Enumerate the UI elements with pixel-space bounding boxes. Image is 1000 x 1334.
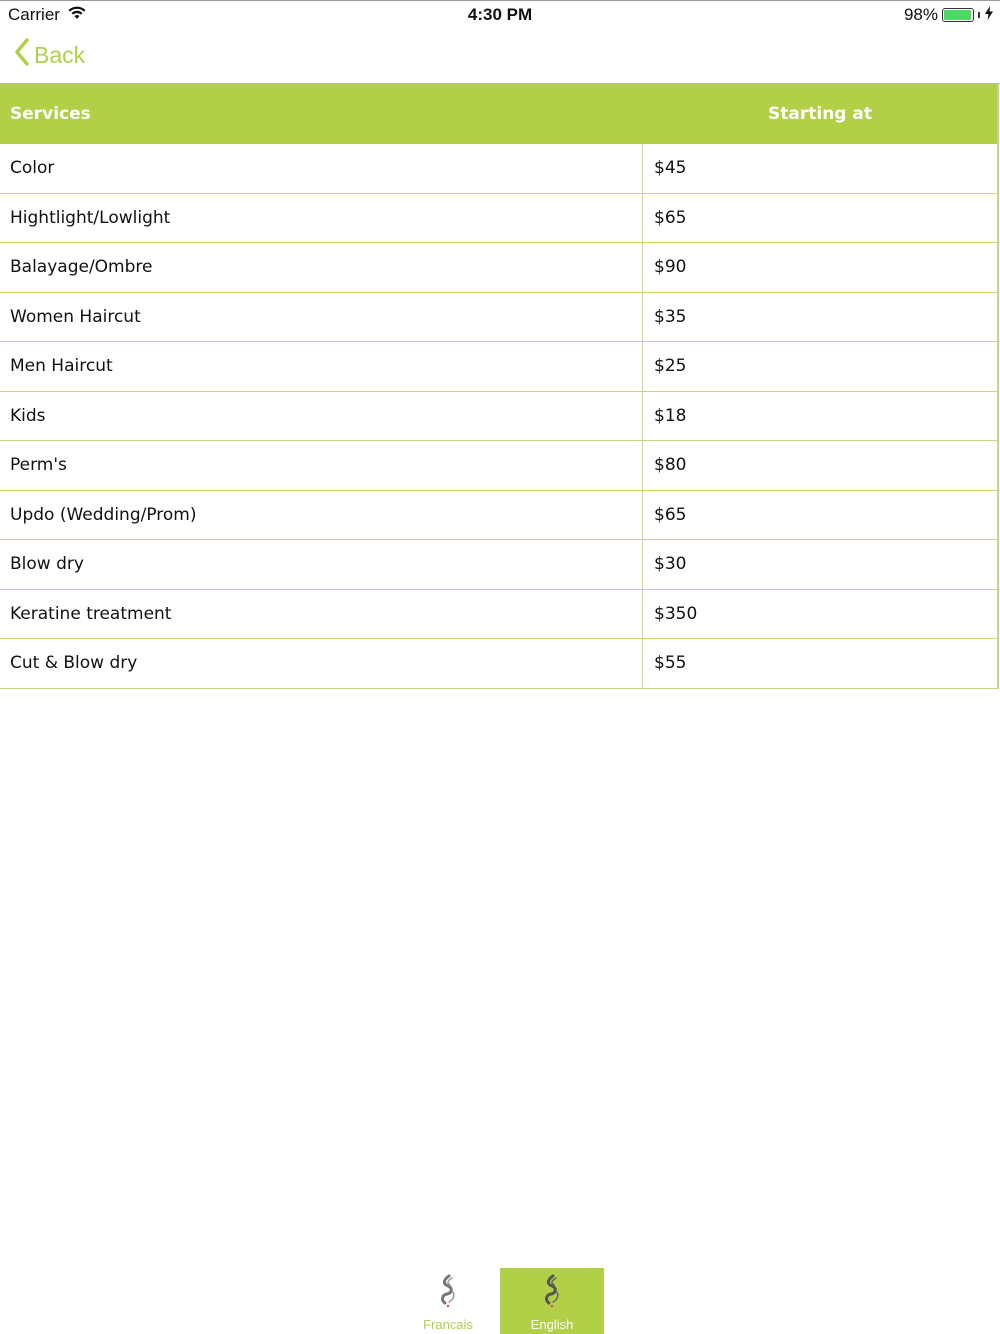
chevron-left-icon <box>14 38 30 72</box>
table-row <box>0 639 997 689</box>
table-row <box>0 590 997 640</box>
service-price: $350 <box>654 603 698 624</box>
table-row <box>0 144 997 194</box>
table-body <box>0 144 997 689</box>
service-price: $90 <box>654 257 687 278</box>
table-row <box>0 243 997 293</box>
table-row <box>0 540 997 590</box>
header-starting-at: Starting at <box>768 104 872 124</box>
back-label: Back <box>34 41 86 68</box>
charging-bolt-icon <box>984 5 994 25</box>
table-row <box>0 392 997 442</box>
table-row <box>0 194 997 244</box>
tab-label: Francais <box>423 1317 473 1332</box>
table-row <box>0 441 997 491</box>
language-tab-bar <box>396 1268 604 1334</box>
service-price: $35 <box>654 306 687 327</box>
table-header <box>0 84 997 144</box>
hair-logo-icon <box>435 1274 461 1311</box>
price-table <box>0 84 999 689</box>
service-name: Cut & Blow dry <box>0 639 643 688</box>
service-price: $55 <box>654 653 687 674</box>
service-name: Blow dry <box>0 540 643 589</box>
hair-logo-icon <box>539 1274 565 1311</box>
back-button[interactable] <box>14 38 85 72</box>
service-name: Color <box>0 144 643 193</box>
battery-fill <box>944 10 971 20</box>
service-name: Updo (Wedding/Prom) <box>0 491 643 540</box>
table-row <box>0 342 997 392</box>
service-name: Women Haircut <box>0 293 643 342</box>
battery-icon <box>942 8 974 22</box>
service-name: Balayage/Ombre <box>0 243 643 292</box>
service-price: $45 <box>654 158 687 179</box>
status-time: 4:30 PM <box>467 5 533 24</box>
service-price: $65 <box>654 504 687 525</box>
table-row <box>0 491 997 541</box>
service-name: Perm's <box>0 441 643 490</box>
service-name: Hightlight/Lowlight <box>0 194 643 243</box>
header-services: Services <box>10 104 91 124</box>
service-price: $65 <box>654 207 687 228</box>
tab-francais[interactable] <box>396 1268 500 1334</box>
service-name: Men Haircut <box>0 342 643 391</box>
service-price: $18 <box>654 405 687 426</box>
service-price: $25 <box>654 356 687 377</box>
battery-percent: 98% <box>903 5 938 24</box>
service-name: Keratine treatment <box>0 590 643 639</box>
navigation-bar <box>0 28 1000 84</box>
table-row <box>0 293 997 343</box>
battery-tip <box>978 12 980 18</box>
status-bar <box>0 0 1000 28</box>
service-name: Kids <box>0 392 643 441</box>
carrier-label: Carrier <box>8 5 60 24</box>
service-price: $80 <box>654 455 687 476</box>
service-price: $30 <box>654 554 687 575</box>
tab-label: English <box>530 1317 574 1332</box>
tab-english[interactable] <box>500 1268 604 1334</box>
